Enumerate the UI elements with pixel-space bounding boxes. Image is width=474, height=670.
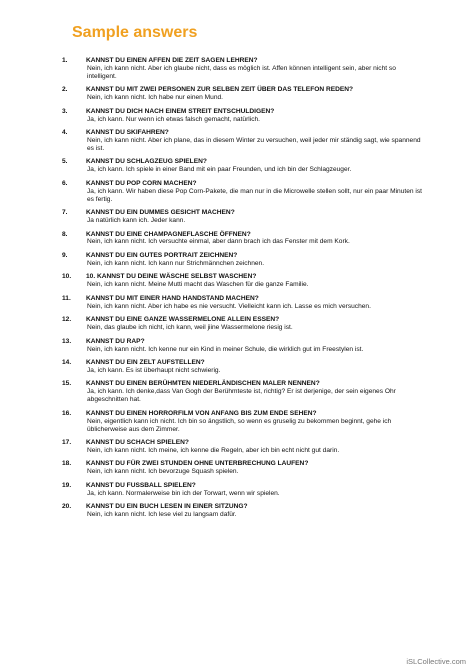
- item-body: [86, 482, 422, 498]
- item-body: [86, 231, 422, 247]
- question-text: KANNST DU RAP?: [86, 337, 145, 345]
- item-body: [86, 460, 422, 476]
- list-item: [62, 86, 422, 102]
- item-number: 16.: [62, 409, 72, 417]
- list-item: [62, 108, 422, 124]
- item-body: [86, 57, 422, 81]
- item-body: [86, 129, 422, 153]
- question-text: KANNST DU EIN DUMMES GESICHT MACHEN?: [86, 209, 235, 217]
- list-item: [62, 252, 422, 268]
- question-text: KANNST DU EIN GUTES PORTRAIT ZEICHNEN?: [86, 251, 238, 259]
- answer-text: Nein, ich kann nicht. Aber ich habe es nie versucht. Vielleicht kann ich. Lasse es mich versuchen.: [87, 302, 371, 310]
- question-text: KANNST DU EIN ZELT AUFSTELLEN?: [86, 359, 205, 366]
- item-body: [86, 108, 422, 124]
- question-text: KANNST DU FÜR ZWEI STUNDEN OHNE UNTERBRECHUNG LAUFEN?: [86, 460, 309, 468]
- list-item: [62, 410, 422, 434]
- item-number: 12.: [62, 316, 72, 324]
- question-text: KANNST DU EIN BUCH LESEN IN EINER SITZUNG?: [86, 503, 248, 511]
- list-item: [62, 460, 422, 476]
- question-text: KANNST DU EINEN BERÜHMTEN NIEDERLÄNDISCHEN MALER NENNEN?: [86, 380, 320, 388]
- list-item: [62, 209, 422, 225]
- item-number: 11.: [62, 294, 71, 302]
- answer-text: Ja, ich kann. Ich denke,dass Van Gogh der Berühmteste ist, richtig? Er ist derjenige, der sein eigenes Ohr abgeschnitten hat.: [87, 388, 396, 404]
- answer-text: Nein, das glaube ich nicht, ich kann, weil jiine Wassermelone riesig ist.: [87, 324, 293, 332]
- question-text: KANNST DU DICH NACH EINEM STREIT ENTSCHULDIGEN?: [86, 107, 275, 115]
- item-body: [86, 86, 422, 102]
- list-item: [62, 359, 422, 375]
- watermark-footer: iSLCollective.com: [406, 657, 466, 666]
- item-body: [86, 316, 422, 332]
- list-item: [62, 380, 422, 404]
- answer-text: Ja, ich kann. Normalerweise bin ich der Torwart, wenn wir spielen.: [87, 489, 280, 497]
- question-text: 10. KANNST DU DEINE WÄSCHE SELBST WASCHEN?: [86, 273, 257, 281]
- page-title: Sample answers: [72, 24, 198, 41]
- item-body: [86, 338, 422, 354]
- item-number: 14.: [62, 359, 72, 366]
- answer-text: Ja, ich kann. Es ist überhaupt nicht schwierig.: [87, 366, 221, 374]
- list-item: [62, 295, 422, 311]
- question-text: KANNST DU EINEN HORRORFILM VON ANFANG BIS ZUM ENDE SEHEN?: [86, 409, 317, 417]
- question-text: KANNST DU SCHACH SPIELEN?: [86, 439, 189, 447]
- item-number: 9.: [62, 251, 68, 259]
- list-item: [62, 129, 422, 153]
- item-body: [86, 180, 422, 204]
- answer-text: Ja natürlich kann ich. Jeder kann.: [87, 217, 186, 225]
- question-text: KANNST DU FUSSBALL SPIELEN?: [86, 481, 196, 489]
- answer-text: Ja, ich kann. Wir haben diese Pop Corn-Pakete, die man nur in die Microwelle stellen sollt, nur ein paar Minuten ist es fertig.: [87, 187, 422, 203]
- item-number: 7.: [62, 209, 68, 217]
- item-number: 5.: [62, 158, 68, 166]
- question-text: KANNST DU SKIFAHREN?: [86, 129, 169, 137]
- question-text: KANNST DU POP CORN MACHEN?: [86, 179, 197, 187]
- answer-text: Nein, ich kann nicht. Ich versuchte einmal, aber dann brach ich das Fenster mit dem Kork.: [87, 238, 350, 246]
- item-body: [86, 158, 422, 174]
- item-body: [86, 273, 422, 289]
- item-number: 20.: [62, 503, 72, 511]
- answer-text: Nein, ich kann nicht. Ich meine, ich kenne die Regeln, aber ich bin echt nicht gut darin.: [87, 446, 340, 454]
- answer-text: Nein, ich kann nicht. Meine Mutti macht das Waschen für die ganze Familie.: [87, 281, 309, 289]
- item-body: [86, 359, 422, 375]
- item-number: 10.: [62, 273, 72, 281]
- item-number: 4.: [62, 129, 68, 137]
- list-item: [62, 273, 422, 289]
- item-number: 13.: [62, 337, 72, 345]
- item-number: 3.: [62, 107, 68, 115]
- list-item: [62, 439, 422, 455]
- question-text: KANNST DU EINE CHAMPAGNEFLASCHE ÖFFNEN?: [86, 230, 251, 238]
- list-item: [62, 316, 422, 332]
- answer-text: Ja, ich kann. Nur wenn ich etwas falsch gemacht, natürlich.: [87, 115, 260, 123]
- item-number: 2.: [62, 86, 68, 94]
- answer-text: Nein, eigentlich kann ich nicht. Ich bin so ängstlich, so wenn es gruselig zu bekommen beginnt, gehe ich üblicherweise aus dem Zimmer.: [87, 417, 392, 433]
- answer-text: Nein, ich kann nicht. Ich bevorzuge Squash spielen.: [87, 468, 239, 476]
- item-number: 1.: [62, 57, 68, 64]
- question-text: KANNST DU EINEN AFFEN DIE ZEIT SAGEN LEHREN?: [86, 57, 258, 64]
- list-item: [62, 338, 422, 354]
- item-body: [86, 410, 422, 434]
- list-item: [62, 180, 422, 204]
- answer-text: Nein, ich kann nicht. Ich kenne nur ein Kind in meiner Schule, die wirklich gut im Freestylen ist.: [87, 345, 364, 353]
- question-text: KANNST DU SCHLAGZEUG SPIELEN?: [86, 158, 207, 166]
- question-text: KANNST DU EINE GANZE WASSERMELONE ALLEIN ESSEN?: [86, 316, 280, 324]
- item-number: 15.: [62, 380, 72, 388]
- list-item: [62, 57, 422, 81]
- item-body: [86, 209, 422, 225]
- list-item: [62, 503, 422, 519]
- answers-list: [62, 57, 422, 525]
- answer-text: Nein, ich kann nicht. Ich lese viel zu langsam dafür.: [87, 511, 237, 519]
- list-item: [62, 158, 422, 174]
- answer-text: Nein, ich kann nicht. Ich kann nur Strichmännchen zeichnen.: [87, 259, 265, 267]
- list-item: [62, 482, 422, 498]
- item-body: [86, 252, 422, 268]
- answer-text: Ja, ich kann. Ich spiele in einer Band mit ein paar Freunden, und ich bin der Schlagzeuger.: [87, 166, 352, 174]
- answer-text: Nein, ich kann nicht. Aber ich plane, das in diesem Winter zu versuchen, weil jeder mir ständig sagt, wie spannend es ist.: [87, 137, 421, 152]
- question-text: KANNST DU MIT ZWEI PERSONEN ZUR SELBEN ZEIT ÜBER DAS TELEFON REDEN?: [86, 86, 354, 94]
- item-number: 17.: [62, 439, 72, 447]
- question-text: KANNST DU MIT EINER HAND HANDSTAND MACHEN?: [86, 294, 259, 302]
- item-body: [86, 380, 422, 404]
- item-body: [86, 439, 422, 455]
- item-body: [86, 503, 422, 519]
- item-body: [86, 295, 422, 311]
- item-number: 8.: [62, 230, 68, 238]
- list-item: [62, 231, 422, 247]
- answer-text: Nein, ich kann nicht. Aber ich glaube nicht, dass es möglich ist. Affen können intelligent sein, aber nicht so intelligent.: [87, 64, 396, 80]
- answer-text: Nein, ich kann nicht. Ich habe nur einen Mund.: [87, 94, 223, 102]
- item-number: 19.: [62, 481, 72, 489]
- item-number: 18.: [62, 460, 72, 468]
- item-number: 6.: [62, 179, 68, 187]
